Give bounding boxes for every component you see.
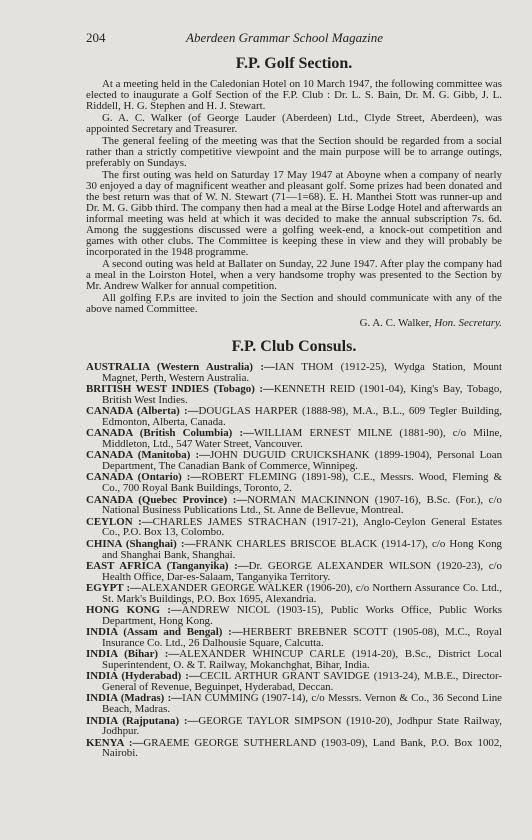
journal-title: Aberdeen Grammar School Magazine (186, 30, 384, 45)
running-head (86, 26, 502, 48)
consul-region: INDIA (Rajputana) :— (86, 714, 199, 727)
consul-entry (86, 406, 502, 428)
consul-region: CANADA (Manitoba) :— (86, 449, 210, 462)
consul-region: HONG KONG :— (86, 604, 182, 617)
consul-details: IAN THOM (1912-25), Wydga Station, Mount Magnet, Perth, Western Australia. (102, 361, 502, 384)
consul-region: CEYLON :— (86, 515, 153, 528)
consul-entry (86, 495, 502, 517)
consul-region: KENYA :— (86, 736, 144, 749)
consul-entry (86, 472, 502, 494)
consul-entry (86, 671, 502, 693)
consul-region: INDIA (Hyderabad) :— (86, 670, 200, 683)
consul-entry (86, 362, 502, 384)
consuls-section (86, 338, 502, 759)
consul-details: KENNETH REID (1901-04), King's Bay, Tobago, British West Indies. (102, 383, 502, 406)
consul-entry (86, 649, 502, 671)
consul-details: DOUGLAS HARPER (1888-98), M.A., B.L., 609 Tegler Building, Edmonton, Alberta, Canada. (102, 405, 502, 428)
consul-details: FRANK CHARLES BRISCOE BLACK (1914-17), c/o Hong Kong and Shanghai Bank, Shanghai. (102, 537, 502, 561)
consul-entry (86, 627, 502, 649)
consul-region: CANADA (Ontario) :— (86, 471, 202, 484)
consul-details: JOHN DUGUID CRUICKSHANK (1899-1904), Personal Loan Department, The Canadian Bank of Commerce, Winnipeg. (102, 449, 503, 473)
consul-entry (86, 517, 502, 539)
consul-details: GEORGE TAYLOR SIMPSON (1910-20), Jodhpur State Railway, Jodhpur. (102, 714, 502, 738)
golf-signature (86, 318, 502, 329)
golf-section-title: F.P. Golf Section. (235, 55, 353, 72)
golf-paragraph: A second outing was held at Ballater on Sunday, 22 June 1947. After play the company had a meal in the Loirston Hotel, when a very handsome trophy was presented to the Section by Mr. Andrew Walker for annual competition. (86, 258, 502, 292)
golf-paragraph: The general feeling of the meeting was that the Section should be regarded from a social rather than a strictly competitive viewpoint and the main purpose will be to arrange outings, preferably on Sundays. (86, 135, 502, 169)
consul-region: EGYPT :— (86, 581, 142, 594)
signature-name: G. A. C. Walker, (359, 317, 432, 329)
consul-list (86, 362, 502, 759)
consul-details: GRAEME GEORGE SUTHERLAND (1903-09), Land Bank, P.O. Box 1002, Nairobi. (102, 736, 502, 760)
consul-entry (86, 738, 502, 760)
consul-entry (86, 583, 502, 605)
golf-paragraph: At a meeting held in the Caledonian Hotel on 10 March 1947, the following committee was elected to inaugurate a Golf Section of the F.P. Club : Dr. L. S. Bain, Dr. M. G. Gibb, J. L. Riddell, H. G. Stephen and H. J. Stewart. (86, 78, 502, 112)
consul-entry (86, 716, 502, 738)
consul-entry (86, 561, 502, 583)
consul-region: EAST AFRICA (Tanganyika) :— (86, 559, 249, 572)
consul-entry (86, 428, 502, 450)
consul-details: Dr. GEORGE ALEXANDER WILSON (1920-23), c/o Health Office, Dar-es-Salaam, Tanganyika Territory. (102, 559, 503, 583)
consul-details: ALEXANDER WHINCUP CARLE (1914-20), B.Sc., District Local Superintendent, O. & T. Railway, Mokanchghat, Bihar, India. (102, 648, 503, 672)
consul-region: BRITISH WEST INDIES (Tobago) :— (86, 383, 274, 396)
consul-details: ALEXANDER GEORGE WALKER (1906-20), c/o Northern Assurance Co. Ltd., St. Mark's Buildings, P.O. Box 1695, Alexandria. (102, 581, 502, 605)
consul-entry (86, 605, 502, 627)
consul-details: CHARLES JAMES STRACHAN (1917-21), Anglo-Ceylon General Estates Co., P.O. Box 13, Colombo. (102, 515, 502, 539)
consul-region: CANADA (Quebec Province) :— (86, 493, 248, 506)
consul-details: CECIL ARTHUR GRANT SAVIDGE (1913-24), M.B.E., Director-General of Revenue, Beguinpet, Hyderabad, Deccan. (102, 670, 502, 694)
consul-region: CANADA (British Columbia) :— (86, 427, 254, 440)
consul-region: CHINA (Shanghai) :— (86, 537, 196, 550)
consul-region: INDIA (Bihar) :— (86, 648, 180, 661)
golf-paragraph: G. A. C. Walker (of George Lauder (Aberdeen) Ltd., Clyde Street, Aberdeen), was appointed Secretary and Treasurer. (86, 112, 502, 135)
page-number: 204 (86, 30, 106, 45)
consul-region: INDIA (Madras) :— (86, 692, 183, 705)
consul-details: NORMAN MACKINNON (1907-16), B.Sc. (For.), c/o National Business Publications Ltd., St. Anne de Bellevue, Montreal. (102, 493, 502, 517)
golf-section (86, 55, 502, 329)
consuls-section-title: F.P. Club Consuls. (231, 338, 357, 355)
consul-region: AUSTRALIA (Western Australia) :— (86, 361, 275, 373)
consul-entry (86, 539, 502, 561)
signature-role: Hon. Secretary. (434, 317, 502, 329)
consul-entry (86, 450, 502, 472)
consul-details: ROBERT FLEMING (1891-98), C.E., Messrs. Wood, Fleming & Co., 700 Royal Bank Buildings, Toronto, 2. (102, 471, 502, 495)
consul-details: WILLIAM ERNEST MILNE (1881-90), c/o Milne, Middleton, Ltd., 547 Water Street, Vancouver. (102, 427, 502, 451)
golf-paragraph: All golfing F.P.s are invited to join the Section and should communicate with any of the above named Committee. (86, 292, 502, 315)
consul-region: CANADA (Alberta) :— (86, 405, 199, 418)
consul-entry (86, 693, 502, 715)
consul-details: HERBERT BREBNER SCOTT (1905-08), M.C., Royal Insurance Co. Ltd., 26 Dalhousie Square, Calcutta. (102, 626, 502, 649)
consul-region: INDIA (Assam and Bengal) :— (86, 626, 243, 639)
consul-details: ANDREW NICOL (1903-15), Public Works Office, Public Works Department, Hong Kong. (102, 604, 502, 627)
golf-paragraph: The first outing was held on Saturday 17 May 1947 at Aboyne when a company of nearly 30 enjoyed a day of magnificent weather and pleasant golf. Some prizes had been donated and the best return was that of W. N. Stewart (71—1=68). E. H. Manthei Stott was runner-up and Dr. M. G. Gibb third. The company then had a meal at the Birse Lodge Hotel and afterwards an informal meeting was held at which it was decided to make the annual subscription 7s. 6d. Among the suggestions discussed were a golfing week-end, a knock-out competition and games with other clubs. The Committee is keeping these in view and they will probably be incorporated in the 1948 programme. (86, 169, 502, 258)
consul-entry (86, 384, 502, 406)
consul-details: IAN CUMMING (1907-14), c/o Messrs. Vernon & Co., 36 Second Line Beach, Madras. (102, 692, 503, 716)
